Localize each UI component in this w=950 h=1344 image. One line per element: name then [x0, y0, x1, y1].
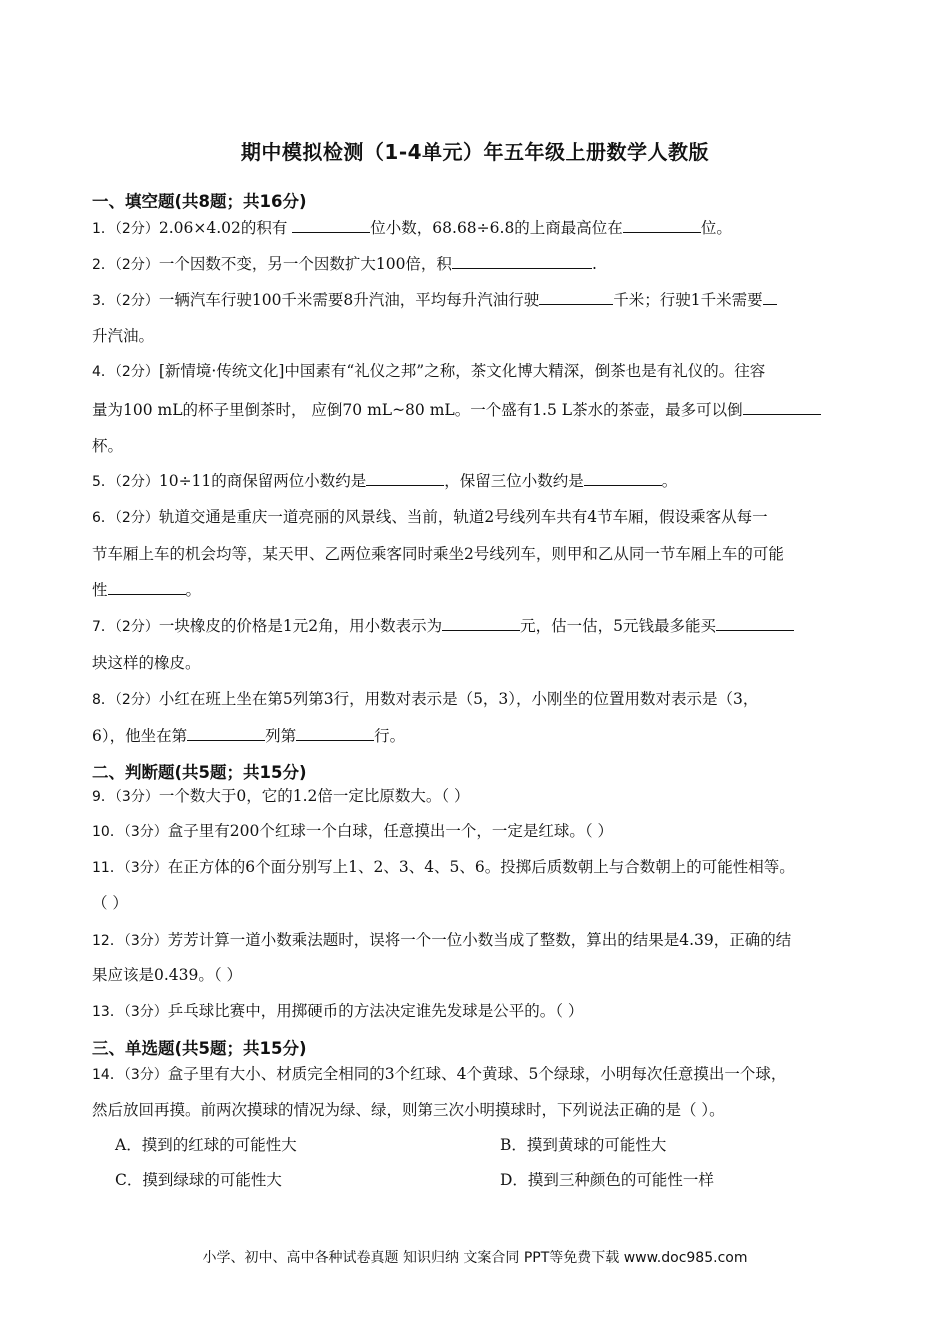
question-number: 13．: [92, 1004, 124, 1020]
question-points: （2分）: [114, 221, 159, 237]
question-11: 11．（3分）在正方体的6个面分别写上1、2、3、4、5、6。投掷后质数朝上与合数朝上的可能性相等。: [92, 858, 795, 876]
answer-blank[interactable]: [187, 726, 265, 741]
question-points: （2分）: [114, 364, 159, 380]
question-4-line-3: 杯。: [92, 437, 124, 455]
question-number: 6．: [92, 510, 115, 526]
section-heading-true-false: 二、判断题(共5题；共15分): [92, 763, 307, 782]
page-title: 期中模拟检测（1-4单元）年五年级上册数学人教版: [240, 140, 710, 164]
answer-blank[interactable]: [763, 290, 777, 305]
answer-blank[interactable]: [539, 290, 613, 305]
question-7: 7．（2分）一块橡皮的价格是1元2角，用小数表示为 元，估一估，5元钱最多能买: [92, 614, 794, 636]
question-number: 3．: [92, 293, 115, 309]
answer-blank[interactable]: [296, 726, 374, 741]
answer-blank[interactable]: [623, 218, 701, 233]
question-number: 2．: [92, 257, 115, 273]
question-14-line-2: 然后放回再摸。前两次摸球的情况为绿、绿，则第三次小明摸球时，下列说法正确的是（ ）。: [92, 1101, 725, 1119]
question-8: 8．（2分）小红在班上坐在第5列第3行，用数对表示是（5，3），小刚坐的位置用数对表示是（3，: [92, 690, 759, 708]
answer-blank[interactable]: [743, 400, 821, 415]
question-10: 10．（3分）盒子里有200个红球一个白球，任意摸出一个，一定是红球。（ ）: [92, 822, 614, 840]
question-points: （2分）: [114, 293, 159, 309]
question-11-line-2: （ ）: [92, 894, 128, 912]
question-points: （3分）: [123, 860, 168, 876]
answer-blank[interactable]: [292, 218, 370, 233]
answer-blank[interactable]: [584, 471, 662, 486]
question-4-line-2: 量为100 mL的杯子里倒茶时， 应倒70 mL~80 mL。一个盛有1.5 L茶水的茶壶，最多可以倒: [92, 398, 821, 420]
question-points: （3分）: [123, 1004, 168, 1020]
answer-blank[interactable]: [366, 471, 444, 486]
question-number: 1．: [92, 221, 115, 237]
question-1: 1．（2分）2.06×4.02的积有 位小数，68.68÷6.8的上商最高位在 位。: [92, 219, 732, 237]
question-points: （3分）: [123, 824, 168, 840]
question-6-line-2: 节车厢上车的机会均等，某天甲、乙两位乘客同时乘坐2号线列车，则甲和乙从同一节车厢上车的可能: [92, 545, 784, 563]
question-number: 11．: [92, 860, 124, 876]
question-number: 7．: [92, 619, 115, 635]
question-3: 3．（2分）一辆汽车行驶100千米需要8升汽油，平均每升汽油行驶 千米；行驶1千米需要: [92, 288, 777, 310]
question-number: 14．: [92, 1067, 124, 1083]
answer-blank[interactable]: [442, 616, 520, 631]
answer-blank[interactable]: [452, 254, 592, 269]
option-c[interactable]: C．摸到绿球的可能性大: [115, 1171, 282, 1189]
question-points: （2分）: [114, 510, 159, 526]
question-number: 12．: [92, 933, 124, 949]
question-number: 10．: [92, 824, 124, 840]
answer-blank[interactable]: [716, 616, 794, 631]
question-12-line-2: 果应该是0.439。（ ）: [92, 966, 243, 984]
question-4: 4．（2分）[新情境·传统文化]中国素有“礼仪之邦”之称，茶文化博大精深，倒茶也是有礼仪的。往容: [92, 362, 766, 380]
question-14: 14．（3分）盒子里有大小、材质完全相同的3个红球、4个黄球、5个绿球，小明每次任意摸出一个球，: [92, 1065, 787, 1083]
question-6: 6．（2分）轨道交通是重庆一道亮丽的风景线、当前，轨道2号线列车共有4节车厢，假设乘客从每一: [92, 508, 768, 526]
question-points: （3分）: [123, 1067, 168, 1083]
question-5: 5．（2分）10÷11的商保留两位小数约是 ，保留三位小数约是 。: [92, 472, 678, 490]
page-footer: 小学、初中、高中各种试卷真题 知识归纳 文案合同 PPT等免费下载 www.doc985.com: [202, 1250, 748, 1266]
answer-blank[interactable]: [108, 580, 186, 595]
question-8-line-2: 6），他坐在第 列第 行。: [92, 727, 406, 745]
question-12: 12．（3分）芳芳计算一道小数乘法题时，误将一个一位小数当成了整数，算出的结果是4.39，正确的结: [92, 931, 792, 949]
question-2: 2．（2分）一个因数不变，另一个因数扩大100倍，积 .: [92, 255, 597, 273]
option-b[interactable]: B．摸到黄球的可能性大: [500, 1136, 667, 1154]
question-points: （2分）: [114, 257, 159, 273]
question-points: （2分）: [114, 474, 159, 490]
question-13: 13．（3分）乒乓球比赛中，用掷硬币的方法决定谁先发球是公平的。（ ）: [92, 1002, 584, 1020]
question-6-line-3: 性 。: [92, 581, 202, 599]
question-3-line-2: 升汽油。: [92, 327, 155, 345]
option-a[interactable]: A．摸到的红球的可能性大: [115, 1136, 297, 1154]
question-9: 9．（3分）一个数大于0，它的1.2倍一定比原数大。（ ）: [92, 787, 470, 805]
question-points: （3分）: [114, 789, 159, 805]
question-number: 8．: [92, 692, 115, 708]
question-points: （3分）: [123, 933, 168, 949]
question-points: （2分）: [114, 619, 159, 635]
question-number: 4．: [92, 364, 115, 380]
question-number: 9．: [92, 789, 115, 805]
question-points: （2分）: [114, 692, 159, 708]
question-7-line-2: 块这样的橡皮。: [92, 654, 201, 672]
option-d[interactable]: D．摸到三种颜色的可能性一样: [500, 1171, 714, 1189]
section-heading-fill-blank: 一、填空题(共8题；共16分): [92, 192, 307, 211]
question-number: 5．: [92, 474, 115, 490]
section-heading-single-choice: 三、单选题(共5题；共15分): [92, 1039, 307, 1058]
